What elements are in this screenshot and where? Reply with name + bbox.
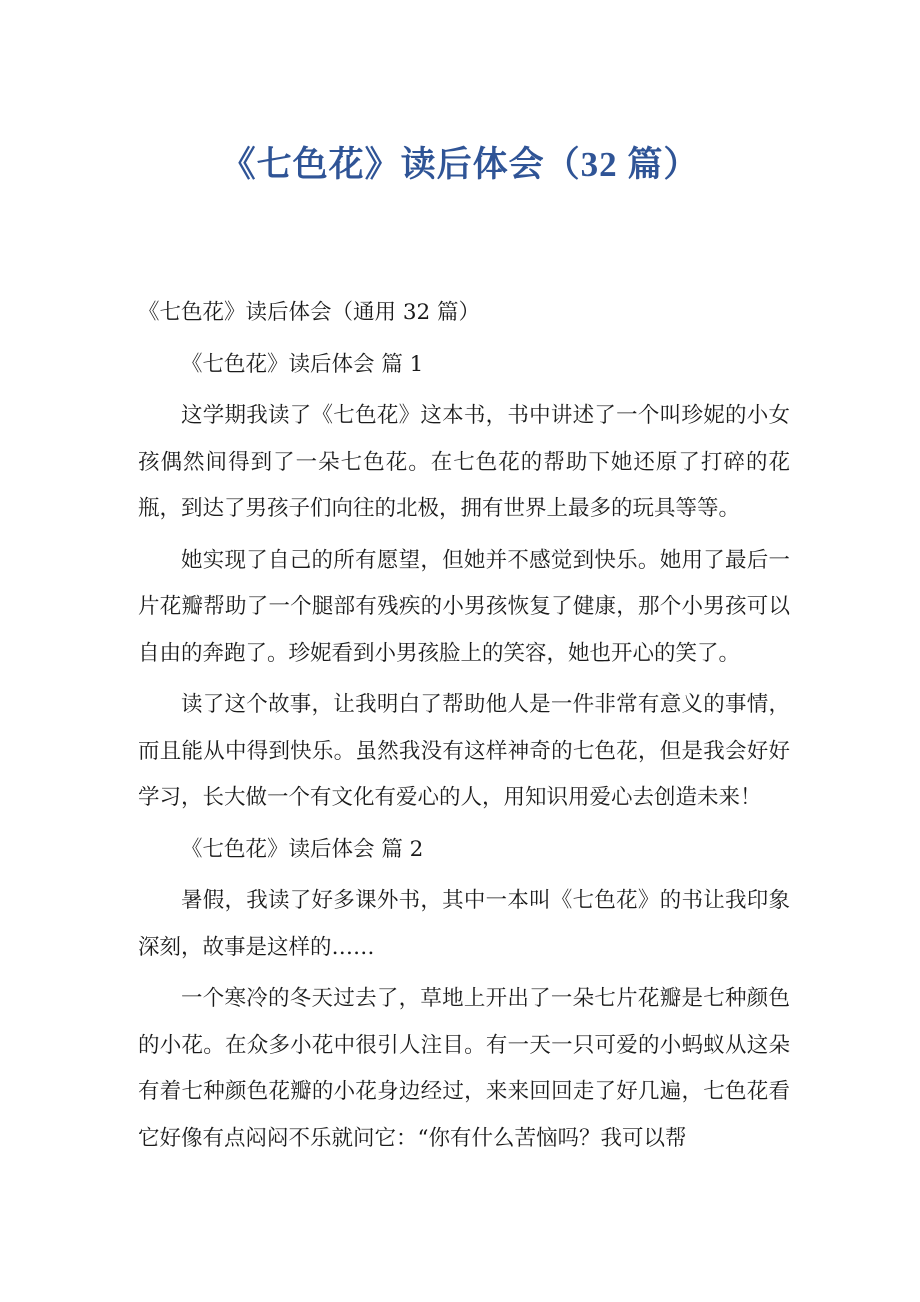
section-1-paragraph-3: 读了这个故事，让我明白了帮助他人是一件非常有意义的事情，而且能从中得到快乐。虽然我没有这样神奇的七色花，但是我会好好学习，长大做一个有文化有爱心的人，用知识用爱心去创造未来！ bbox=[138, 692, 790, 810]
intro-line: 《七色花》读后体会（通用 32 篇） bbox=[138, 300, 481, 325]
section-1-paragraph-1: 这学期我读了《七色花》这本书，书中讲述了一个叫珍妮的小女孩偶然间得到了一朵七色花。在七色花的帮助下她还原了打碎的花瓶，到达了男孩子们向往的北极，拥有世界上最多的玩具等等。 bbox=[138, 403, 790, 521]
section-2-paragraph-1: 暑假，我读了好多课外书，其中一本叫《七色花》的书让我印象深刻，故事是这样的…… bbox=[138, 888, 790, 960]
section-2-heading: 《七色花》读后体会 篇 2 bbox=[181, 836, 424, 862]
document-body bbox=[138, 290, 790, 1162]
section-1-heading: 《七色花》读后体会 篇 1 bbox=[181, 351, 424, 377]
section-2-paragraph-2: 一个寒冷的冬天过去了，草地上开出了一朵七片花瓣是七种颜色的小花。在众多小花中很引人注目。有一天一只可爱的小蚂蚁从这朵有着七种颜色花瓣的小花身边经过，来来回回走了好几遍，七色花看它好像有点闷闷不乐就问它：“你有什么苦恼吗？我可以帮 bbox=[138, 986, 790, 1151]
section-1-paragraph-2: 她实现了自己的所有愿望，但她并不感觉到快乐。她用了最后一片花瓣帮助了一个腿部有残疾的小男孩恢复了健康，那个小男孩可以自由的奔跑了。珍妮看到小男孩脸上的笑容，她也开心的笑了。 bbox=[138, 547, 790, 666]
document-title: 《七色花》读后体会（32 篇） bbox=[220, 145, 700, 184]
